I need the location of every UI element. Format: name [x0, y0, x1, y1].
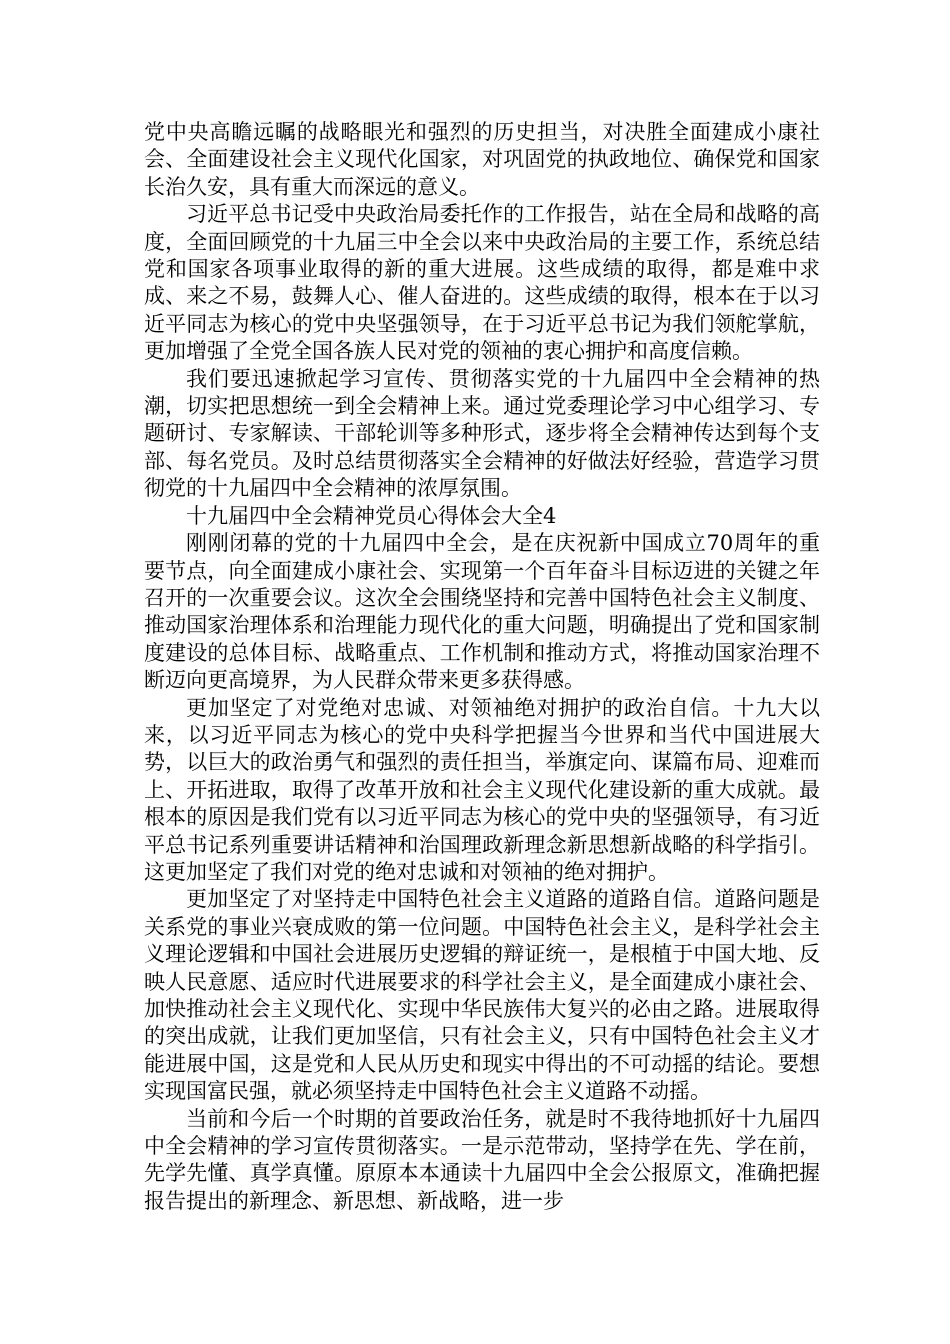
paragraph-continuation: 党中央高瞻远瞩的战略眼光和强烈的历史担当，对决胜全面建成小康社会、全面建设社会主义现代化国家，对巩固党的执政地位、确保党和国家长治久安，具有重大而深远的意义。 — [144, 120, 820, 199]
paragraph-study-campaign: 我们要迅速掀起学习宣传、贯彻落实党的十九届四中全会精神的热潮，切实把思想统一到全会精神上来。通过党委理论学习中心组学习、专题研讨、专家解读、干部轮训等多种形式，逐步将全会精神传达到每个支部、每名党员。及时总结贯彻落实全会精神的好做法好经验，营造学习贯彻党的十九届四中全会精神的浓厚氛围。 — [144, 366, 820, 501]
paragraph-work-report: 习近平总书记受中央政治局委托作的工作报告，站在全局和战略的高度，全面回顾党的十九届三中全会以来中央政治局的主要工作，系统总结党和国家各项事业取得的新的重大进展。这些成绩的取得，都是难中求成、来之不易，鼓舞人心、催人奋进的。这些成绩的取得，根本在于以习近平同志为核心的党中央坚强领导，在于习近平总书记为我们领舵掌航，更加增强了全党全国各族人民对党的领袖的衷心拥护和高度信赖。 — [144, 202, 820, 364]
paragraph-political-confidence: 更加坚定了对党绝对忠诚、对领袖绝对拥护的政治自信。十九大以来，以习近平同志为核心的党中央科学把握当今世界和当代中国进展大势，以巨大的政治勇气和强烈的责任担当，举旗定向、谋篇布局、迎难而上、开拓进取，取得了改革开放和社会主义现代化建设新的重大成就。最根本的原因是我们党有以习近平同志为核心的党中央的坚强领导，有习近平总书记系列重要讲话精神和治国理政新理念新思想新战略的科学指引。这更加坚定了我们对党的绝对忠诚和对领袖的绝对拥护。 — [144, 695, 820, 884]
document-body — [144, 119, 820, 1215]
paragraph-plenary-intro: 刚刚闭幕的党的十九届四中全会，是在庆祝新中国成立70周年的重要节点，向全面建成小康社会、实现第一个百年奋斗目标迈进的关键之年召开的一次重要会议。这次全会围绕坚持和完善中国特色社会主义制度、推动国家治理体系和治理能力现代化的重大问题，明确提出了党和国家制度建设的总体目标、战略重点、工作机制和推动方式，将推动国家治理不断迈向更高境界，为人民群众带来更多获得感。 — [144, 531, 820, 693]
section-heading: 十九届四中全会精神党员心得体会大全4 — [186, 503, 557, 528]
paragraph-path-confidence: 更加坚定了对坚持走中国特色社会主义道路的道路自信。道路问题是关系党的事业兴衰成败的第一位问题。中国特色社会主义，是科学社会主义理论逻辑和中国社会进展历史逻辑的辩证统一，是根植于中国大地、反映人民意愿、适应时代进展要求的科学社会主义，是全面建成小康社会、加快推动社会主义现代化、实现中华民族伟大复兴的必由之路。进展取得的突出成就，让我们更加坚信，只有社会主义，只有中国特色社会主义才能进展中国，这是党和人民从历史和现实中得出的不可动摇的结论。要想实现国富民强，就必须坚持走中国特色社会主义道路不动摇。 — [144, 887, 820, 1104]
paragraph-primary-task: 当前和今后一个时期的首要政治任务，就是时不我待地抓好十九届四中全会精神的学习宣传贯彻落实。一是示范带动，坚持学在先、学在前，先学先懂、真学真懂。原原本本通读十九届四中全会公报原文，准确把握报告提出的新理念、新思想、新战略，进一步 — [144, 1106, 820, 1213]
